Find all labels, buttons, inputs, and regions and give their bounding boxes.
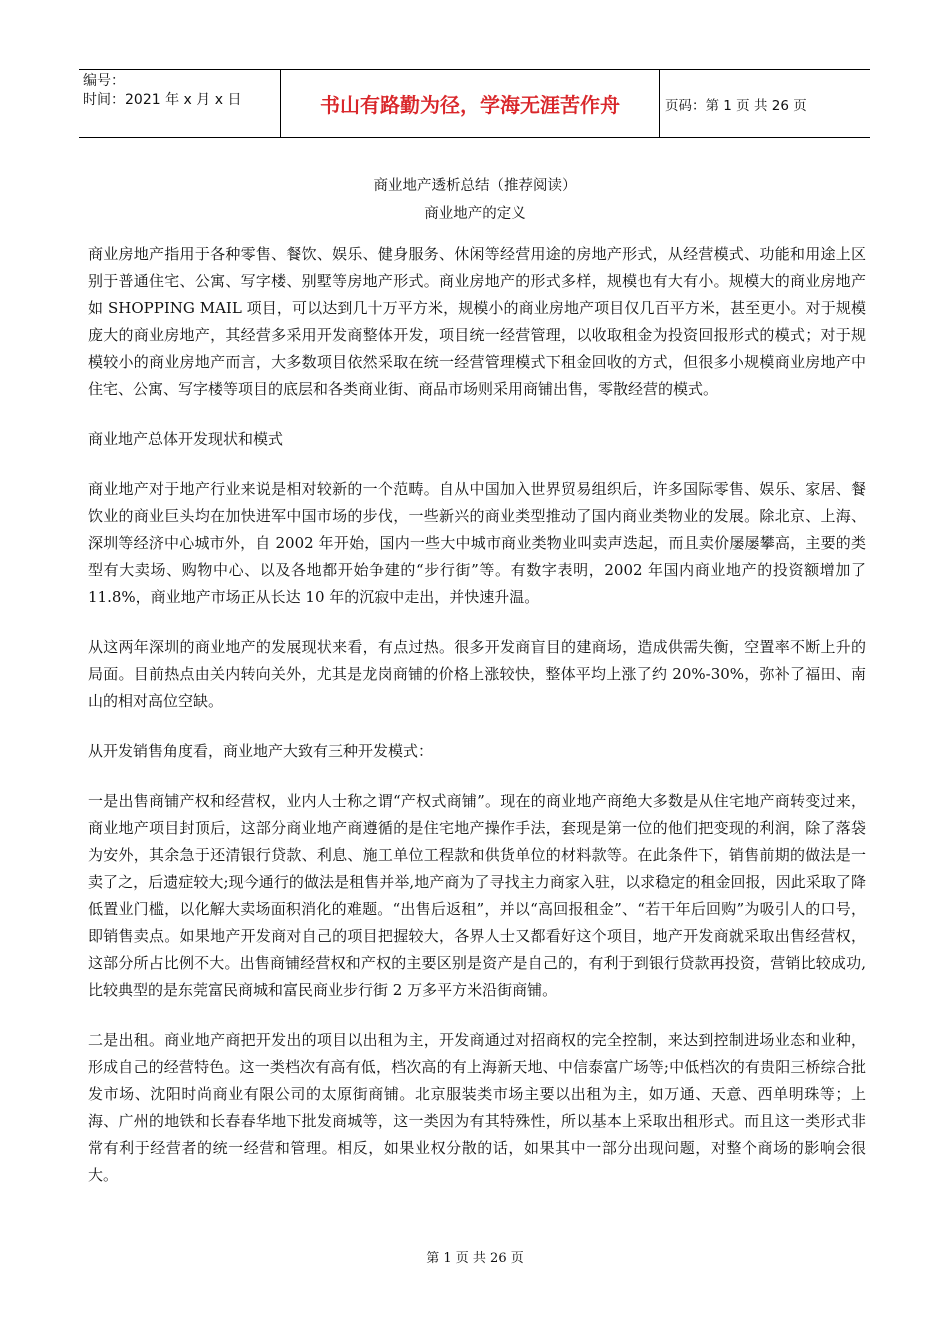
paragraph-market-overview: 商业地产对于地产行业来说是相对较新的一个范畴。自从中国加入世界贸易组织后，许多国际零售、娱乐、家居、餐饮业的商业巨头均在加快进军中国市场的步伐，一些新兴的商业类型推动了国内商业类物业的发展。除北京、上海、深圳等经济中心城市外，自 2002 年开始，国内一些大中城市商业类物业叫卖声迭起，而且卖价屡屡攀高，主要的类型有大卖场、购物中心、以及各地都开始争建的“步行街”等。有数字表明，2002 年国内商业地产的投资额增加了 11.8%，商业地产市场正从长达 10 年的沉寂中走出，并快速升温。 xyxy=(88,480,866,606)
header-meta xyxy=(79,70,280,137)
paragraph-mode-rent: 二是出租。商业地产商把开发出的项目以出租为主，开发商通过对招商权的完全控制，来达到控制进场业态和业种，形成自己的经营特色。这一类档次有高有低，档次高的有上海新天地、中信泰富广场等;中低档次的有贵阳三桥综合批发市场、沈阳时尚商业有限公司的太原街商铺。北京服装类市场主要以出租为主，如万通、天意、西单明珠等；上海、广州的地铁和长春春华地下批发商城等，这一类因为有其特殊性，所以基本上采取出租形式。而且这一类形式非常有利于经营者的统一经营和管理。相反，如果业权分散的话，如果其中一部分出现问题，对整个商场的影响会很大。 xyxy=(88,1031,866,1184)
paragraph-shenzhen-status: 从这两年深圳的商业地产的发展现状来看，有点过热。很多开发商盲目的建商场，造成供需失衡，空置率不断上升的局面。目前热点由关内转向关外，尤其是龙岗商铺的价格上涨较快，整体平均上涨了约 20%-30%，弥补了福田、南山的相对高位空缺。 xyxy=(88,638,866,710)
header-motto: 书山有路勤为径，学海无涯苦作舟 xyxy=(280,70,660,137)
page-footer: 第 1 页 共 26 页 xyxy=(426,1251,524,1266)
document-subtitle: 商业地产的定义 xyxy=(424,206,526,222)
paragraph-definition: 商业房地产指用于各种零售、餐饮、娱乐、健身服务、休闲等经营用途的房地产形式，从经营模式、功能和用途上区别于普通住宅、公寓、写字楼、别墅等房地产形式。商业房地产的形式多样，规模也有大有小。规模大的商业房地产如 SHOPPING MAIL 项目，可以达到几十万平方米，规模小的商业房地产项目仅几百平方米，甚至更小。对于规模庞大的商业房地产，其经营多采用开发商整体开发，项目统一经营管理，以收取租金为投资回报形式的模式；对于规模较小的商业房地产而言，大多数项目依然采取在统一经营管理模式下租金回收的方式，但很多小规模商业房地产中住宅、公寓、写字楼等项目的底层和各类商业街、商品市场则采用商铺出售，零散经营的模式。 xyxy=(88,245,866,398)
paragraph-development-modes-intro: 从开发销售角度看，商业地产大致有三种开发模式： xyxy=(88,742,434,760)
document-titles xyxy=(0,172,950,228)
document-title: 商业地产透析总结（推荐阅读） xyxy=(373,178,577,194)
section-heading-status: 商业地产总体开发现状和模式 xyxy=(88,430,284,448)
header-page-info: 页码：第 1 页 共 26 页 xyxy=(665,97,807,114)
document-body xyxy=(88,241,866,1212)
paragraph-mode-sale: 一是出售商铺产权和经营权，业内人士称之谓“产权式商铺”。现在的商业地产商绝大多数是从住宅地产商转变过来，商业地产项目封顶后，这部分商业地产商遵循的是住宅地产操作手法，套现是第一位的他们把变现的利润，除了落袋为安外，其余急于还清银行贷款、利息、施工单位工程款和供货单位的材料款等。在此条件下，销售前期的做法是一卖了之，后遗症较大;现今通行的做法是租售并举,地产商为了寻找主力商家入驻，以求稳定的租金回报，因此采取了降低置业门槛，以化解大卖场面积消化的难题。“出售后返租”，并以“高回报租金”、“若干年后回购”为吸引人的口号，即销售卖点。如果地产开发商对自己的项目把握较大，各界人士又都看好这个项目，地产开发商就采取出售经营权，这部分所占比例不大。出售商铺经营权和产权的主要区别是资产是自己的，有利于到银行贷款再投资，营销比较成功,比较典型的是东莞富民商城和富民商业步行街 2 万多平方米沿街商铺。 xyxy=(88,792,866,999)
document-number-label: 编号： xyxy=(83,73,125,89)
page-header xyxy=(79,69,870,138)
document-time-label: 时间：2021 年 x 月 x 日 xyxy=(83,92,242,108)
